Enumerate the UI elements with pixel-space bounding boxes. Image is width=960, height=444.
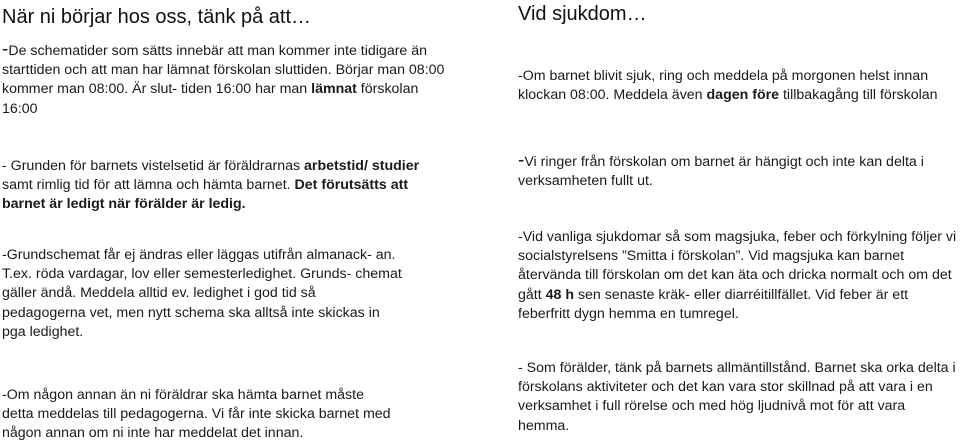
schedule-times-paragraph: -De schematider som sätts innebär att man kommer inte tidigare än starttiden och att man har lämnat förskolan sluttiden. Börjar man 08:00 kommer man 08:00. Är slut- tiden 16:00 har man lämnat förskolan 16:00 bbox=[2, 39, 445, 117]
left-heading: När ni börjar hos oss, tänk på att… bbox=[2, 6, 312, 28]
general-condition-paragraph: - Som förälder, tänk på barnets allmäntillstånd. Barnet ska orka delta i förskolans aktiviteter och det kan vara stor skillnad på att vara i en verksamhet i full rörelse och med hög ljudnivå mot för att vara hemma. bbox=[518, 360, 956, 434]
unwell-child-paragraph: -Vi ringer från förskolan om barnet är hängigt och inte kan delta i verksamheten fullt ut. bbox=[518, 150, 924, 190]
right-heading: Vid sjukdom… bbox=[518, 3, 647, 25]
common-illness-paragraph: -Vid vanliga sjukdomar så som magsjuka, feber och förkylning följer vi socialstyrelsens ”Smitta i förskolan”. Vid magsjuka kan barnet återvända till förskolan om det kan äta och dricka normalt och om det gått 48 h sen senaste kräk- eller diarréitillfället. Vid feber är ett feberfritt dygn hemma en tumregel. bbox=[518, 229, 957, 322]
attendance-basis-paragraph: - Grunden för barnets vistelsetid är föräldrarnas arbetstid/ studier samt rimlig tid för att lämna och hämta barnet. Det förutsätts att barnet är ledigt när förälder är ledig. bbox=[2, 158, 420, 213]
pickup-paragraph: -Om någon annan än ni föräldrar ska hämta barnet måste detta meddelas till pedagogerna. Vi får inte skicka barnet med någon annan om ni inte har meddelat det innan. bbox=[2, 387, 391, 442]
sick-call-paragraph: -Om barnet blivit sjuk, ring och meddela på morgonen helst innan klockan 08:00. Meddela även dagen före tillbakagång till förskolan bbox=[518, 68, 938, 104]
base-schedule-paragraph: -Grundschemat får ej ändras eller läggas utifrån almanack- an. T.ex. röda vardagar, lov eller semesterledighet. Grunds- chemat gäller ändå. Meddela alltid ev. ledighet i god tid så pedagogerna vet, men nytt schema ska alltså inte skickas in pga ledighet. bbox=[2, 247, 402, 340]
dash-glyph: - bbox=[518, 150, 525, 171]
dash-glyph: - bbox=[2, 39, 9, 60]
